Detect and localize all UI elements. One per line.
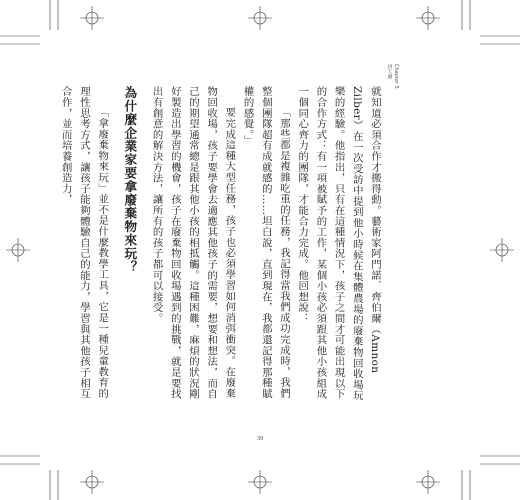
trim-marks-top-right <box>462 0 520 44</box>
section-heading: 為什麼企業家要拿廢棄物來玩？ <box>122 86 138 274</box>
registration-target-top-right <box>416 6 440 30</box>
registration-target-bottom-center <box>248 470 272 494</box>
paragraph-2-quote: 「那些都是複雜吃重的任務，我記得當我們成功完成時，我們整個團隊超有成就感的……坦白說，直到現在，我都還記得那種賦權的感覺。」 <box>241 86 290 400</box>
registration-target-bottom-left <box>80 470 104 494</box>
paragraph-4: 「拿廢棄物來玩」並不是什麼教學工具，它是一種兒童教育的理性思考方式，讓孩子能夠體驗自己的能力，學習與其他孩子相互合作，並而培養創造力， <box>59 86 109 400</box>
paragraph-1: 就知道必須合作才搬得動。藝術家阿門諾．齊伯爾（Amnon Zilber）在一次受訪中提到他小時候在集體農場的廢棄物回收場玩樂的經驗。他指出，只有在這種情況下，孩子之間才可能出現以下的合作方式：有一項被賦予的工作，某個小孩必須跟其他小孩組成一個同心齊力的團隊，才能合力完成。他回想說： <box>296 86 381 401</box>
running-head-chapter: Chapter 5 <box>393 64 399 89</box>
registration-target-top-center <box>248 6 272 30</box>
trim-marks-bottom-right <box>462 456 520 500</box>
trim-marks-bottom-left <box>0 456 58 500</box>
registration-target-top-left <box>80 6 104 30</box>
page-number: 39 <box>257 436 263 442</box>
body-text <box>59 86 384 406</box>
paragraph-3: 要完成這種大型任務，孩子也必須學習如何消弭衝突。在廢棄物回收場，孩子要學會去適應其他孩子的需要，想要和想法，而自己的期望通常總是跟其他小孩的相抵觸。這種困難，麻煩的狀況剛好製造出學習的機會，孩子在廢棄物回收場遇到的挑戰，就是要找出有創意的解決方法，讓所有的孩子都可以接受。 <box>150 86 236 400</box>
trim-marks-top-left <box>0 0 58 44</box>
registration-target-right-middle <box>490 238 514 262</box>
registration-target-left-middle <box>6 238 30 262</box>
running-head <box>386 64 399 89</box>
running-head-title: 拼大廢 <box>386 64 393 79</box>
registration-target-bottom-right <box>416 470 440 494</box>
